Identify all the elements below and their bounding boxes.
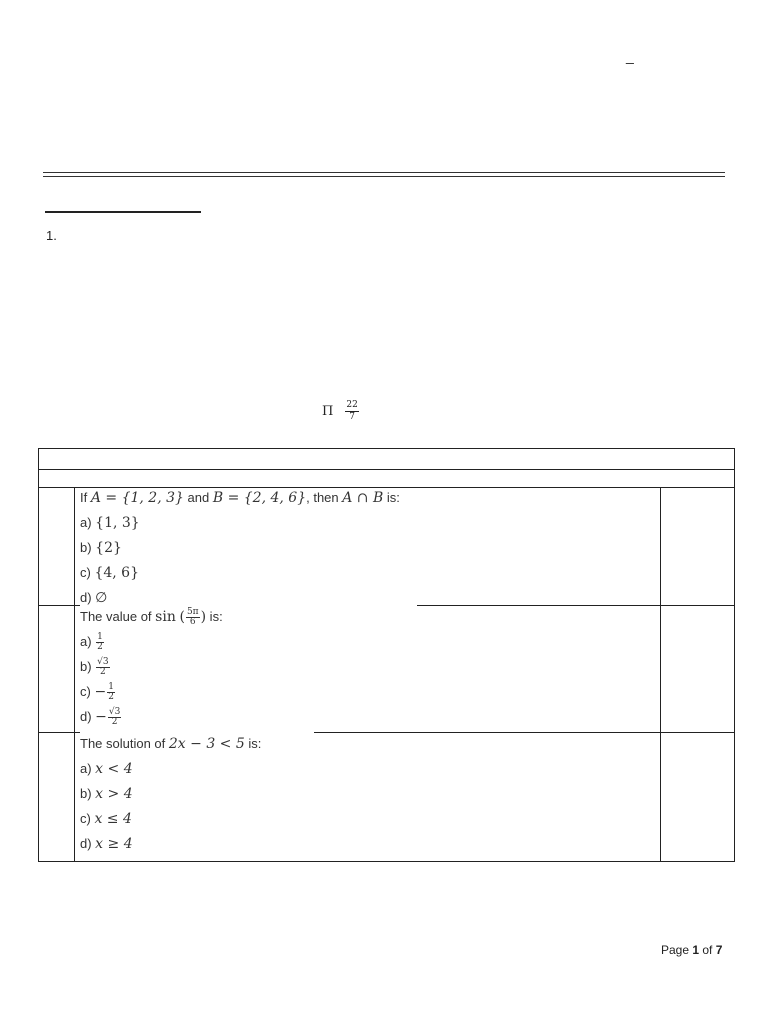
header-rule-top [43,172,725,173]
pi-note [322,400,359,423]
pi-symbol: Π [322,404,334,419]
option-b: b) x > 4 [80,786,133,802]
stem-text: is: [383,490,400,505]
stem-math: B = {2, 4, 6} [212,490,307,506]
table-col-line [74,487,75,862]
stem-text: is: [244,736,262,751]
stem-math: 2x − 3 < 5 [168,736,245,752]
stem-math: sin [155,609,176,625]
stem-text: If [80,490,91,505]
table-border-top [38,448,735,449]
table-border-right [734,448,735,862]
header-rule-bottom [43,176,725,177]
page-number: Page 1 of 7 [661,943,723,957]
pi-fraction [345,400,358,423]
table-row-line [38,469,735,470]
option-a: a) {1, 3} [80,515,140,531]
option-a: a) $\frac{1}{2}$ [80,632,103,653]
question-number: 1. [46,228,57,243]
option-c: c) {4, 6} [80,565,139,581]
header-dash: _ [626,48,634,64]
stem-text: , then [306,490,343,505]
option-a: a) x < 4 [80,761,133,777]
pi-numerator: 22 [346,400,358,410]
pi-denominator: 7 [349,412,355,422]
table-col-line [660,487,661,862]
stem-text: is: [206,609,223,624]
question-1-stem [80,485,480,510]
table-border-left [38,448,39,862]
option-b: b) $\frac{√3}{2}$ [80,657,109,678]
option-c: c) x ≤ 4 [80,811,132,827]
option-d: d) x ≥ 4 [80,836,133,852]
option-c: c) − $\frac{1}{2}$ [80,682,114,703]
table-border-bottom [38,861,735,862]
option-b: b) {2} [80,540,122,556]
option-d: d) ∅ [80,590,108,606]
section-underline [45,211,201,213]
stem-math: A ∩ B [342,490,384,506]
question-3-stem [80,731,480,756]
stem-fraction: $\frac{5\pi}{6}$ [186,607,199,628]
stem-text: The solution of [80,736,169,751]
stem-text: The value of [80,609,156,624]
question-3 [80,731,480,856]
stem-math: A = {1, 2, 3} [90,490,184,506]
option-d: d) − $\frac{√3}{2}$ [80,707,121,728]
stem-text: and [183,490,213,505]
question-2-stem: The value of sin ( $\frac{5\pi}{6}$ ) is: [80,607,223,628]
question-1 [80,485,480,610]
question-2 [80,604,480,729]
